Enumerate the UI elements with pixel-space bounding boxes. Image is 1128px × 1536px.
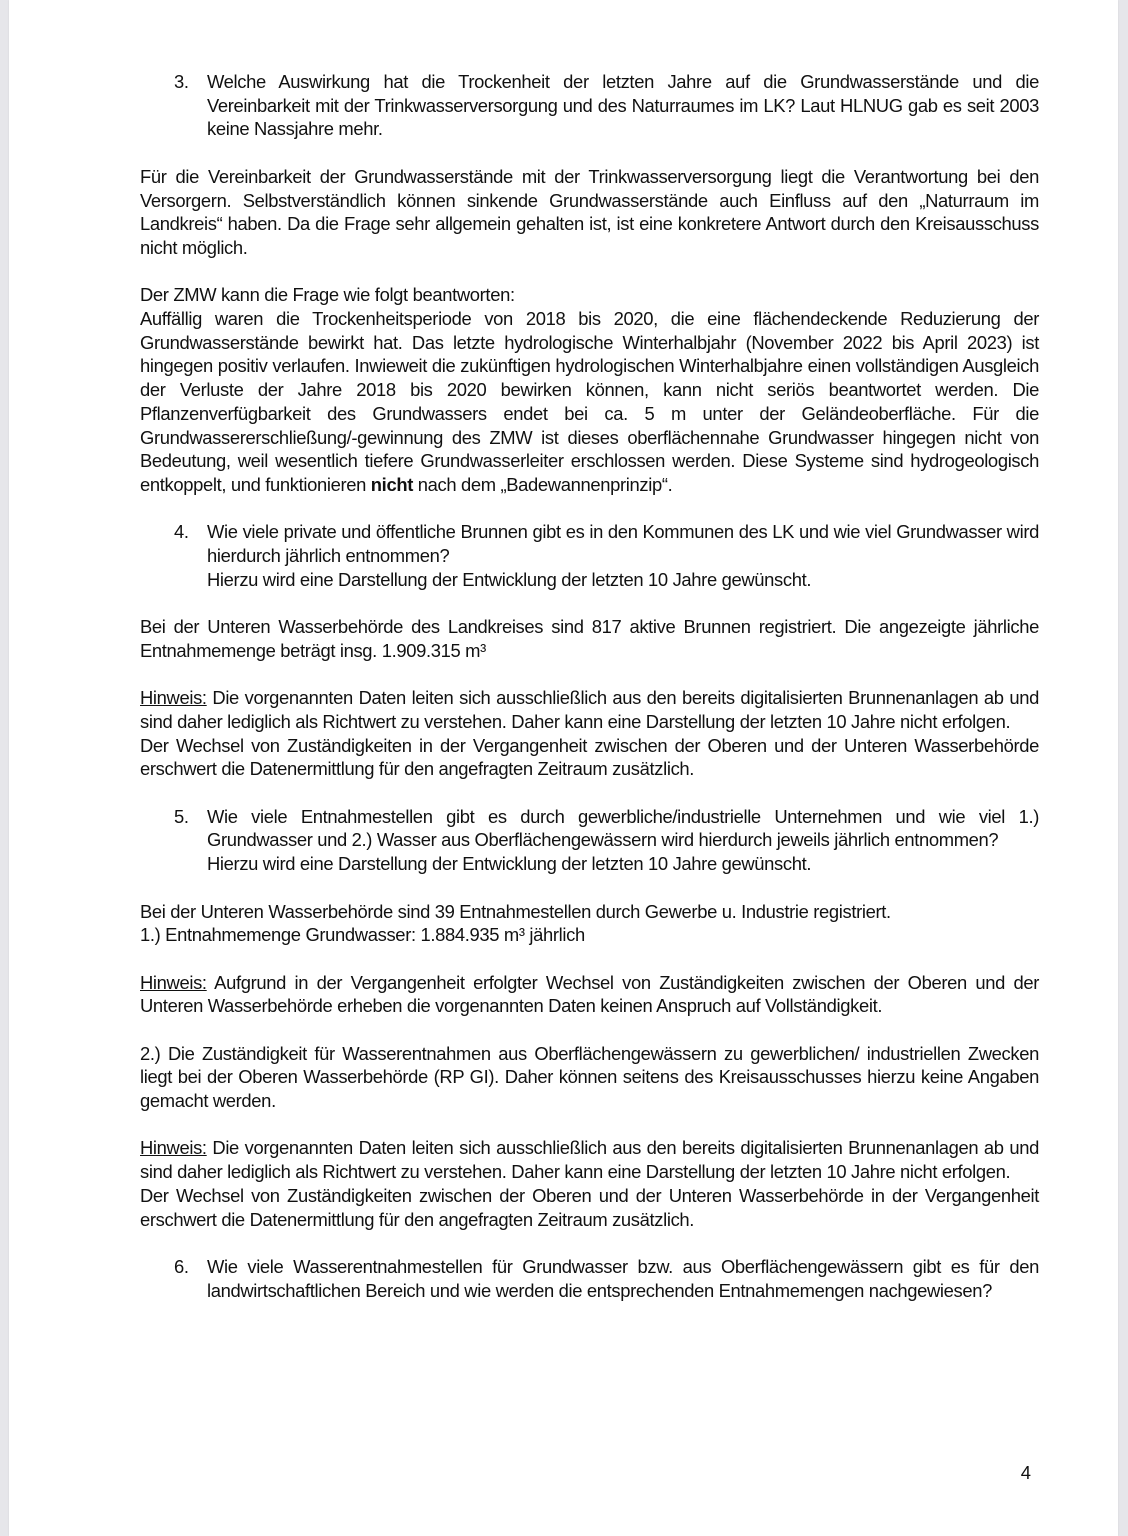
answer-5-note-1 [140,971,1039,1018]
question-4 [140,520,1039,591]
document-page [9,0,1118,1536]
page-content [140,70,1039,1302]
question-3 [140,70,1039,141]
note-label: Hinweis: [140,687,207,709]
question-6 [140,1255,1039,1302]
answer-3-zmw-intro: Der ZMW kann die Frage wie folgt beantworten: [140,284,515,306]
answer-5-paragraph-2: 2.) Die Zuständigkeit für Wasserentnahmen aus Oberflächengewässern zu gewerblichen/ industriellen Zwecken liegt bei der Oberen Wasserbehörde (RP GI). Daher können seitens des Kreisausschusses hierzu keine Angaben gemacht werden. [140,1042,1039,1112]
page-number: 4 [1020,1462,1031,1483]
answer-5-paragraph-1: Bei der Unteren Wasserbehörde sind 39 Entnahmestellen durch Gewerbe u. Industrie registriert. [140,900,891,922]
answer-4-note [140,686,1039,733]
body-text: nach dem „Badewannenprinzip“. [412,473,673,495]
answer-3-paragraph-1: Für die Vereinbarkeit der Grundwasserstände mit der Trinkwasserversorgung liegt die Verantwortung bei den Versorgern. Selbstverständlich können sinkende Grundwasserstände auch Einfluss auf den „Naturraum im Landkreis“ haben. Da die Frage sehr allgemein gehalten ist, ist eine konkretere Antwort durch den Kreisausschuss nicht möglich. [140,165,1039,258]
question-text: Wie viele Wasserentnahmestellen für Grundwasser bzw. aus Oberflächengewässern gibt es für den landwirtschaftlichen Bereich und wie werden die entsprechenden Entnahmemengen nachgewiesen? [207,1255,1039,1301]
note-text: Die vorgenannten Daten leiten sich ausschließlich aus den bereits digitalisierten Brunnenanlagen ab und sind daher lediglich als Richtwert zu verstehen. Daher kann eine Darstellung der letzten 10 Jahre nicht erfolgen. [140,1137,1039,1183]
question-text: Welche Auswirkung hat die Trockenheit der letzten Jahre auf die Grundwasserstände und die Vereinbarkeit mit der Trinkwasserversorgung und des Naturraumes im LK? Laut HLNUG gab es seit 2003 keine Nassjahre mehr. [207,71,1039,140]
answer-5-note-2 [140,1136,1039,1183]
note-text: Aufgrund in der Vergangenheit erfolgter Wechsel von Zuständigkeiten zwischen der Oberen und der Unteren Wasserbehörde erheben die vorgenannten Daten keinen Anspruch auf Vollständigkeit. [140,971,1039,1017]
note-label: Hinweis: [140,971,207,993]
note-label: Hinweis: [140,1137,207,1159]
question-number: 6. [174,1255,189,1277]
answer-4-paragraph-1: Bei der Unteren Wasserbehörde des Landkreises sind 817 aktive Brunnen registriert. Die angezeigte jährliche Entnahmemenge beträgt insg. 1.909.315 m³ [140,616,1039,661]
question-subtext: Hierzu wird eine Darstellung der Entwicklung der letzten 10 Jahre gewünscht. [207,568,812,590]
answer-3-zmw-body [140,307,1039,497]
body-text: Auffällig waren die Trockenheitsperiode von 2018 bis 2020, die eine flächendeckende Reduzierung der Grundwasserstände bewirkt hat. Das letzte hydrologische Winterhalbjahr (November 2022 bis April 2023) ist hingegen positiv verlaufen. Inwieweit die zukünftigen hydrologischen Winterhalbjahre einen vollständigen Ausgleich der Verluste der Jahre 2018 bis 2020 bewirken können, kann nicht seriös beantwortet werden. Die Pflanzenverfügbarkeit des Grundwassers endet bei ca. 5 m unter der Geländeoberfläche. Für die Grundwassererschließung/-gewinnung des ZMW ist dieses oberflächennahe Grundwasser hingegen nicht von Bedeutung, weil wesentlich tiefere Grundwasserleiter erschlossen werden. Diese Systeme sind hydrogeologisch entkoppelt, und funktionieren [140,308,1039,495]
question-text: Wie viele private und öffentliche Brunnen gibt es in den Kommunen des LK und wie viel Grundwasser wird hierdurch jährlich entnommen? [207,521,1039,567]
emphasis-nicht: nicht [370,473,413,495]
note-text: Die vorgenannten Daten leiten sich ausschließlich aus den bereits digitalisierten Brunnenanlagen ab und sind daher lediglich als Richtwert zu verstehen. Daher kann eine Darstellung der letzten 10 Jahre nicht erfolgen. [140,687,1039,732]
answer-4-note-2: Der Wechsel von Zuständigkeiten in der Vergangenheit zwischen der Oberen und der Unteren Wasserbehörde erschwert die Datenermittlung für den angefragten Zeitraum zusätzlich. [140,734,1039,780]
question-number: 3. [174,71,189,92]
answer-5-groundwater-amount: 1.) Entnahmemenge Grundwasser: 1.884.935 m³ jährlich [140,924,585,946]
question-5 [140,805,1039,876]
answer-5-note-2b: Der Wechsel von Zuständigkeiten zwischen der Oberen und der Unteren Wasserbehörde in der Vergangenheit erschwert die Datenermittlung für den angefragten Zeitraum zusätzlich. [140,1184,1039,1230]
question-text: Wie viele Entnahmestellen gibt es durch gewerbliche/industrielle Unternehmen und wie viel 1.) Grundwasser und 2.) Wasser aus Oberflächengewässern wird hierdurch jeweils jährlich entnommen? [207,805,1039,851]
question-number: 5. [174,805,189,827]
question-subtext: Hierzu wird eine Darstellung der Entwicklung der letzten 10 Jahre gewünscht. [207,853,812,875]
question-number: 4. [174,521,189,543]
